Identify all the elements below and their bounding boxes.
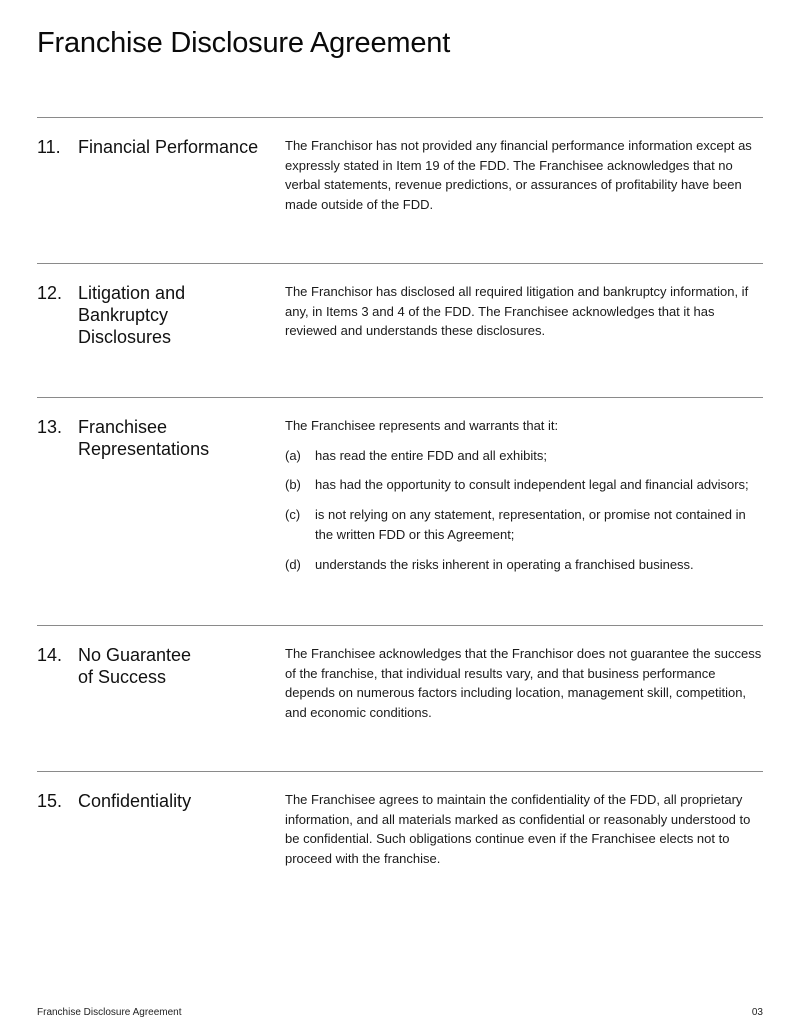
- clause-text: has read the entire FDD and all exhibits;: [315, 447, 547, 463]
- section-litigation-bankruptcy: [37, 263, 763, 398]
- section-title: Litigation and Bankruptcy Disclosures: [78, 283, 186, 347]
- clause-label: (c): [285, 507, 301, 523]
- section-heading: [37, 790, 277, 812]
- clause-item: [285, 475, 765, 495]
- section-paragraph: The Franchisor has not provided any financial performance information except as expressly stated in Item 19 of the FDD. The Franchisee acknowledges that no verbal statements, revenue predictions, or assurances of profitability have been made outside of the FDD.: [285, 138, 752, 213]
- clause-item: [285, 555, 765, 575]
- section-paragraph: The Franchisee agrees to maintain the confidentiality of the FDD, all proprietary information, and all materials marked as confidential or reasonably understood to be confidential. Such obligations continue even if the Franchisee elects not to proceed with the franchise.: [285, 792, 751, 867]
- section-financial-performance: [37, 117, 763, 264]
- section-body: [285, 416, 765, 584]
- page-footer: [37, 1007, 763, 1018]
- section-body: [285, 790, 765, 869]
- section-heading: [37, 416, 277, 460]
- section-title: Franchisee Representations: [78, 417, 210, 459]
- section-no-guarantee: [37, 625, 763, 772]
- section-confidentiality: [37, 771, 763, 922]
- section-title: Confidentiality: [78, 791, 192, 811]
- section-number: 15.: [37, 791, 63, 811]
- section-franchisee-representations: [37, 397, 763, 626]
- section-number: 14.: [37, 645, 63, 665]
- clause-item: [285, 446, 765, 466]
- clause-list: [285, 446, 765, 575]
- section-body: [285, 136, 765, 215]
- section-body: [285, 282, 765, 341]
- footer-page-number: 03: [751, 1007, 763, 1018]
- section-paragraph: The Franchisee represents and warrants that it:: [285, 418, 559, 433]
- section-paragraph: The Franchisor has disclosed all required litigation and bankruptcy information, if any, in Items 3 and 4 of the FDD. The Franchisee acknowledges that it has reviewed and understands these disclosures.: [285, 284, 749, 339]
- clause-label: (b): [285, 477, 301, 493]
- section-heading: [37, 644, 277, 688]
- section-heading: [37, 136, 277, 158]
- section-number: 12.: [37, 283, 63, 303]
- section-number: 11.: [37, 137, 61, 157]
- clause-text: understands the risks inherent in operating a franchised business.: [315, 556, 694, 572]
- footer-document-title: Franchise Disclosure Agreement: [37, 1007, 182, 1018]
- clause-text: is not relying on any statement, representation, or promise not contained in the written FDD or this Agreement;: [315, 507, 746, 542]
- section-title: Financial Performance: [78, 137, 259, 157]
- section-number: 13.: [37, 417, 63, 437]
- clause-text: has had the opportunity to consult independent legal and financial advisors;: [315, 477, 749, 493]
- clause-label: (a): [285, 447, 301, 463]
- clause-item: [285, 505, 765, 544]
- section-heading: [37, 282, 277, 348]
- clause-label: (d): [285, 556, 301, 572]
- section-paragraph: The Franchisee acknowledges that the Franchisor does not guarantee the success of the franchise, that individual results vary, and that business performance depends on numerous factors including location, management skill, competition, and economic conditions.: [285, 646, 762, 721]
- page-title: Franchise Disclosure Agreement: [37, 27, 451, 59]
- section-body: [285, 644, 765, 723]
- section-title: No Guarantee of Success: [78, 645, 192, 687]
